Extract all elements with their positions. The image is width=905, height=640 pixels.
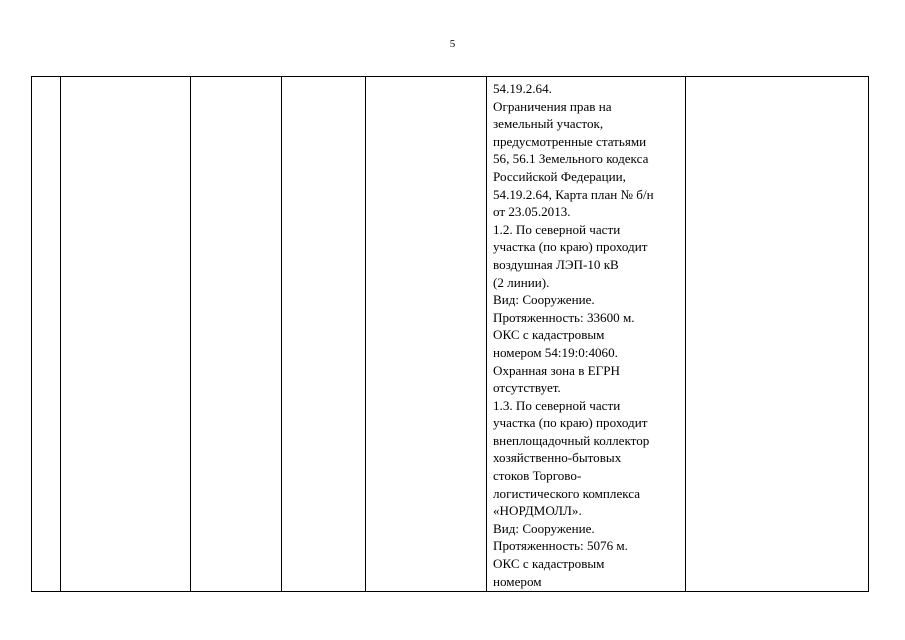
restrictions-text (487, 77, 685, 590)
restrictions-line: Охранная зона в ЕГРН (493, 362, 620, 378)
table-cell-2 (61, 77, 191, 592)
restrictions-line: предусмотренные статьями (493, 133, 647, 149)
restrictions-line: 1.2. По северной части (493, 221, 621, 237)
restrictions-line: участка (по краю) проходит (493, 239, 648, 255)
restrictions-line: от 23.05.2013. (493, 204, 571, 220)
table-cell-restrictions (487, 77, 686, 592)
restrictions-line: отсутствует. (493, 380, 561, 396)
restrictions-line: 56, 56.1 Земельного кодекса (493, 151, 649, 167)
restrictions-line: логистического комплекса (493, 485, 641, 501)
restrictions-line: номером 54:19:0:4060. (493, 344, 618, 360)
restrictions-line: 1.3. По северной части (493, 397, 621, 413)
table-cell-7 (686, 77, 869, 592)
restrictions-line: ОКС с кадастровым (493, 556, 605, 572)
restrictions-line: стоков Торгово- (493, 468, 582, 484)
restrictions-line: хозяйственно-бытовых (493, 450, 622, 466)
table-cell-4 (282, 77, 366, 592)
restrictions-line: Протяженность: 33600 м. (493, 309, 635, 325)
restrictions-line: внеплощадочный коллектор (493, 432, 650, 448)
restrictions-line: воздушная ЛЭП-10 кВ (493, 256, 619, 272)
restrictions-line: земельный участок, (493, 116, 604, 132)
document-table (31, 76, 869, 592)
restrictions-line: «НОРДМОЛЛ». (493, 503, 582, 519)
restrictions-line: Ограничения прав на (493, 98, 612, 114)
restrictions-line: Протяженность: 5076 м. (493, 538, 628, 554)
restrictions-line: (2 линии). (493, 274, 550, 290)
restrictions-line: ОКС с кадастровым (493, 327, 605, 343)
restrictions-line: номером (493, 573, 542, 589)
restrictions-line: Вид: Сооружение. (493, 520, 595, 536)
restrictions-line: Вид: Сооружение. (493, 292, 595, 308)
restrictions-line: участка (по краю) проходит (493, 415, 648, 431)
table-cell-number (32, 77, 61, 592)
restrictions-line: Российской Федерации, (493, 168, 626, 184)
table-row (32, 77, 869, 592)
restrictions-line: 54.19.2.64, Карта план № б/н (493, 186, 654, 202)
restrictions-line: 54.19.2.64. (493, 81, 552, 96)
table-cell-3 (191, 77, 282, 592)
table-cell-5 (366, 77, 487, 592)
page-number: 5 (449, 38, 456, 50)
